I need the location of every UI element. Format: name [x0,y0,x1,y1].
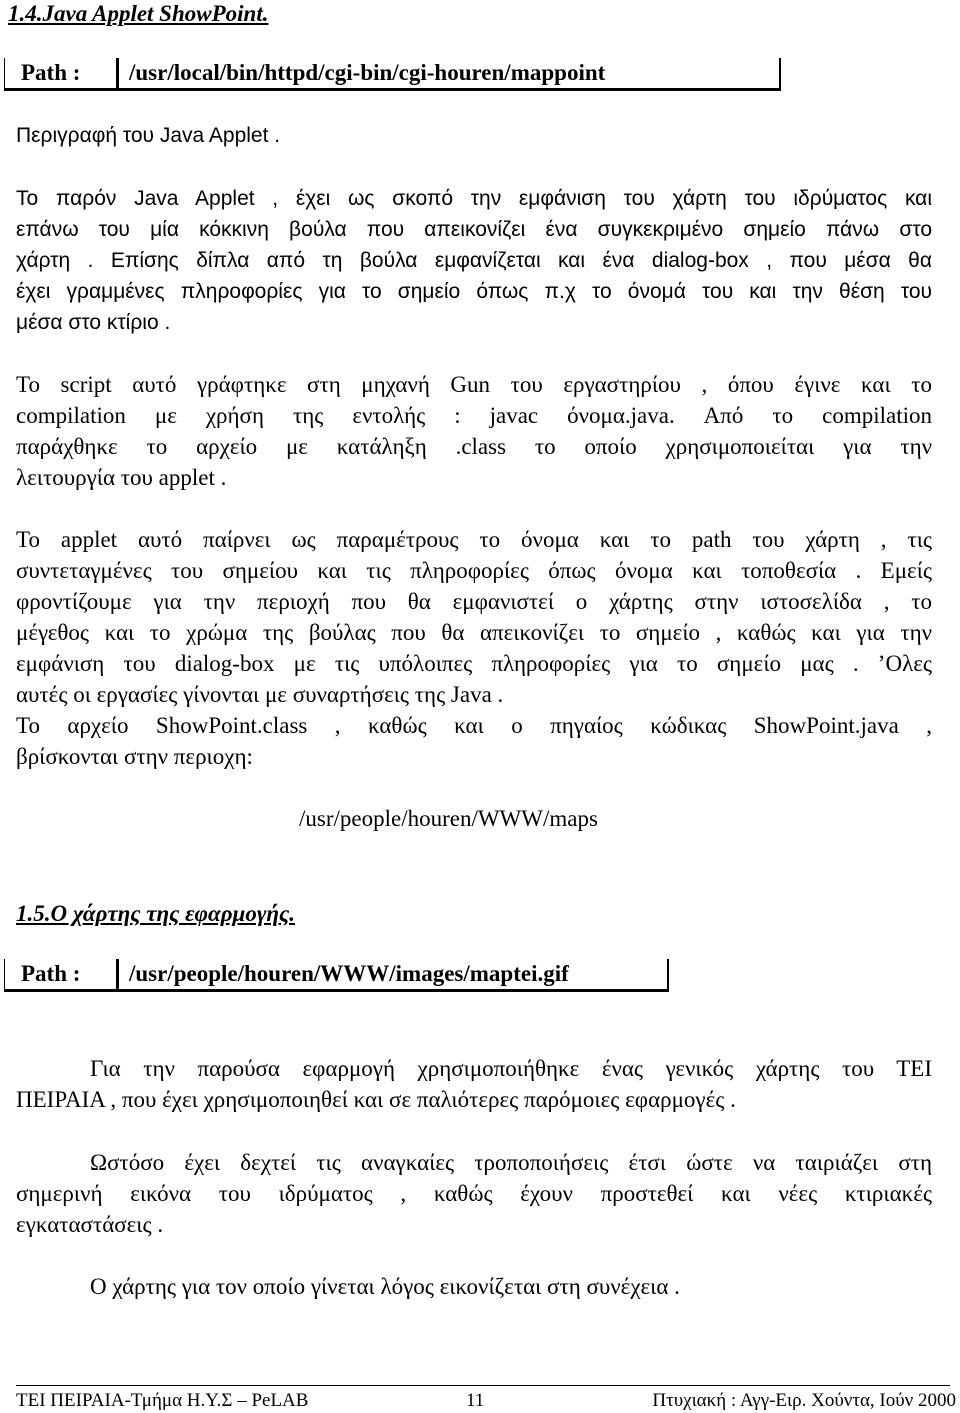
section-heading-1-5: 1.5.Ο χάρτης της εφαρμογής. [16,901,296,926]
paragraph [16,524,932,772]
text-line: μέσα στο κτίριο . [16,311,171,334]
path-value: /usr/local/bin/httpd/cgi-bin/cgi-houren/mappoint [129,60,606,85]
text-line: λειτουργία του applet . [16,465,227,490]
text-line: βρίσκονται στην περιοχη: [16,744,253,769]
text-line: μέγεθος και το χρώμα της βούλας που θα απεικονίζει το σημείο , καθώς και για την [16,620,932,645]
text-line: εγκαταστάσεις . [16,1212,164,1237]
paragraph [16,1053,932,1084]
text-line: φροντίζουμε για την περιοχή που θα εμφανιστεί ο χάρτης στην ιστοσελίδα , το [16,589,932,614]
text-line: Ωστόσο έχει δεχτεί τις αναγκαίες τροποποιήσεις έτσι ώστε να ταιριάζει στη [90,1150,932,1175]
text-line: ΠΕΙΡΑΙΑ , που έχει χρησιμοποιηθεί και σε παλιότερες παρόμοιες εφαρμογές . [16,1087,736,1112]
text-line: Για την παρούσα εφαρμογή χρησιμοποιήθηκε ένας γενικός χάρτης του ΤΕΙ [90,1056,932,1081]
path-box [4,58,781,91]
paragraph: Ο χάρτης για τον οποίο γίνεται λόγος εικονίζεται στη συνέχεια . [90,1274,680,1299]
location-path: /usr/people/houren/WWW/maps [299,806,598,831]
footer-left: ΤΕΙ ΠΕΙΡΑΙΑ-Τμήμα Η.Υ.Σ – PeLAB [16,1390,309,1411]
footer-right: Πτυχιακή : Αγγ-Ειρ. Χούντα, Ιούν 2000 [652,1390,956,1411]
section-heading-1-4: 1.4.Java Applet ShowPoint. [8,1,269,26]
paragraph [16,1147,932,1178]
paragraph [16,183,932,338]
page-number: 11 [466,1390,485,1411]
text-line: παράχθηκε το αρχείο με κατάληξη .class το οποίο χρησιμοποιείται για την [16,434,932,459]
text-line: Το παρόν Java Applet , έχει ως σκοπό την εμφάνιση του χάρτη του ιδρύματος και [16,187,932,210]
path-box [4,959,669,992]
text-line: αυτές οι εργασίες γίνονται με συναρτήσεις της Java . [16,682,504,707]
paragraph-continuation [16,1178,932,1240]
footer-rule [16,1385,950,1386]
text-line: έχει γραμμένες πληροφορίες για το σημείο όπως π.χ το όνομά του και την θέση του [16,280,932,303]
path-value: /usr/people/houren/WWW/images/maptei.gif [129,961,569,986]
text-line: compilation με χρήση της εντολής : javac όνομα.java. Από το compilation [16,403,932,428]
text-line: Το applet αυτό παίρνει ως παραμέτρους το όνομα και το path του χάρτη , τις [16,527,932,552]
path-box-end [779,58,781,88]
paragraph [16,369,932,493]
description-title: Περιγραφή του Java Applet . [16,124,281,147]
text-line: Το script αυτό γράφτηκε στη μηχανή Gun του εργαστηρίου , όπου έγινε και το [16,372,932,397]
paragraph-continuation [16,1084,932,1115]
text-line: επάνω του μία κόκκινη βούλα που απεικονίζει ένα συγκεκριμένο σημείο πάνω στο [16,218,932,241]
path-box-end [667,959,669,989]
path-label: Path : [9,959,119,989]
text-line: συντεταγμένες του σημείου και τις πληροφορίες όπως όνομα και τοποθεσία . Εμείς [16,558,932,583]
text-line: εμφάνιση του dialog-box με τις υπόλοιπες πληροφορίες για το σημείο μας . ’Ολες [16,651,932,676]
path-label: Path : [9,58,119,88]
text-line: Το αρχείο ShowPoint.class , καθώς και ο πηγαίος κώδικας ShowPoint.java , [16,713,932,738]
text-line: χάρτη . Επίσης δίπλα από τη βούλα εμφανίζεται και ένα dialog-box , που μέσα θα [16,249,932,272]
text-line: σημερινή εικόνα του ιδρύματος , καθώς έχουν προστεθεί και νέες κτιριακές [16,1181,932,1206]
